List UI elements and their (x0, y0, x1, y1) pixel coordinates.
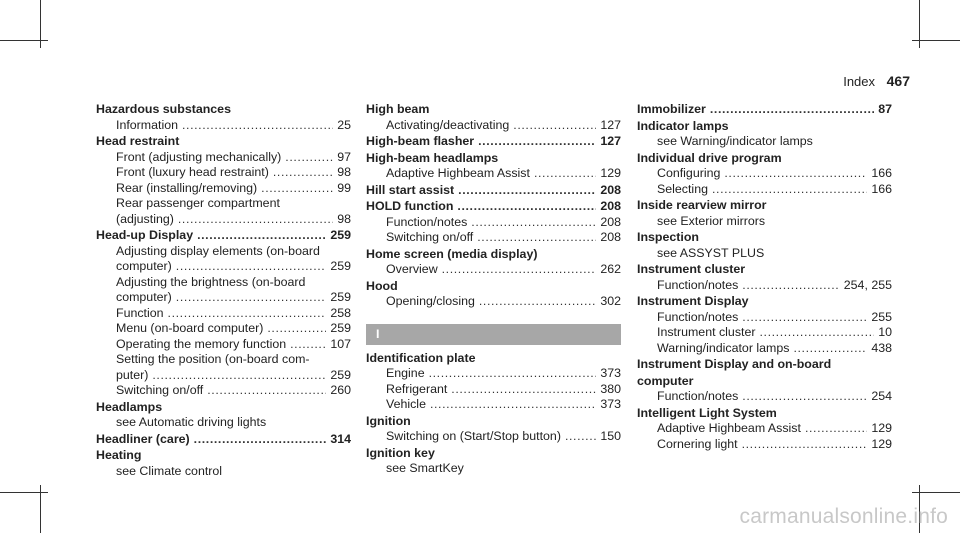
entry-heading[interactable] (366, 247, 621, 263)
entry-subitem-text: see Warning/indicator lamps (657, 134, 813, 148)
entry-heading-text: Head restraint (96, 134, 180, 148)
leader-dots (194, 432, 327, 448)
leader-dots (451, 382, 596, 398)
entry-heading-text: Hood (366, 278, 398, 293)
entry-subitem-page: 380 (600, 381, 621, 396)
entry-subitem[interactable] (96, 244, 351, 260)
entry-heading[interactable] (637, 102, 892, 118)
leader-dots (290, 337, 326, 353)
entry-heading[interactable] (366, 414, 621, 430)
entry-subitem-text: computer) (116, 259, 172, 273)
entry-heading-text: Ignition (366, 413, 411, 428)
index-entry (637, 374, 892, 405)
entry-heading[interactable] (96, 432, 351, 448)
entry-subitem[interactable] (96, 368, 351, 384)
leader-dots (168, 306, 327, 322)
leader-dots (176, 290, 327, 306)
entry-subitem-text: Cornering light (657, 436, 738, 451)
entry-subitem-text: Activating/deactivating (386, 117, 510, 132)
entry-heading-page: 314 (330, 431, 351, 446)
entry-subitem[interactable] (96, 337, 351, 353)
leader-dots (793, 341, 867, 357)
index-entry (637, 262, 892, 293)
entry-subitem-page: 10 (878, 325, 892, 339)
entry-heading[interactable] (366, 151, 621, 167)
entry-subitem-text: Function/notes (657, 309, 739, 324)
index-entry (637, 102, 892, 118)
crop-mark (912, 40, 960, 41)
entry-subitem-text: Opening/closing (386, 294, 475, 308)
index-entry (96, 228, 351, 399)
entry-subitem-text: see Climate control (116, 463, 223, 478)
entry-subitem-text: Adaptive Highbeam Assist (386, 166, 530, 180)
index-entry (96, 134, 351, 227)
index-entry (637, 198, 892, 229)
entry-heading[interactable] (366, 102, 621, 118)
entry-subitem-page: 166 (871, 181, 892, 196)
entry-heading-page: 87 (878, 102, 892, 116)
index-entry (366, 102, 621, 133)
entry-heading[interactable] (637, 357, 892, 373)
entry-heading-text: Hill start assist (366, 182, 455, 197)
entry-heading[interactable] (366, 351, 621, 367)
entry-subitem-page: 259 (330, 259, 351, 273)
entry-heading-page: 127 (600, 134, 621, 148)
index-entry (637, 151, 892, 198)
entry-subitem-page: 166 (871, 166, 892, 180)
index-entry (637, 230, 892, 261)
entry-subitem-text: Adaptive Highbeam Assist (657, 421, 801, 435)
entry-subitem[interactable] (96, 275, 351, 291)
leader-dots (534, 166, 596, 182)
entry-subitem[interactable] (637, 246, 892, 262)
entry-subitem-text: Front (luxury head restraint) (116, 165, 269, 179)
entry-subitem[interactable] (96, 290, 351, 306)
leader-dots (724, 166, 867, 182)
entry-heading-page: 208 (600, 182, 621, 197)
entry-subitem[interactable] (637, 166, 892, 182)
entry-subitem[interactable] (637, 325, 892, 341)
entry-heading-text: Indicator lamps (637, 118, 729, 133)
entry-subitem-text: Rear passenger compartment (116, 196, 280, 210)
index-entry (366, 279, 621, 310)
header-label: Index (843, 74, 876, 89)
entry-subitem-text: Rear (installing/removing) (116, 180, 258, 195)
leader-dots (285, 150, 333, 166)
entry-heading-text: Instrument cluster (637, 262, 746, 276)
entry-heading[interactable] (366, 199, 621, 215)
entry-subitem-page: 254, 255 (843, 277, 892, 292)
entry-subitem-text: Instrument cluster (657, 325, 756, 339)
entry-subitem-page: 258 (330, 305, 351, 320)
entry-heading[interactable] (366, 183, 621, 199)
entry-heading-text: Headlamps (96, 399, 163, 414)
index-entry (366, 247, 621, 278)
crop-mark (0, 40, 48, 41)
entry-subitem[interactable] (96, 118, 351, 134)
entry-heading[interactable] (366, 134, 621, 150)
entry-heading[interactable] (96, 400, 351, 416)
leader-dots (176, 259, 327, 275)
entry-subitem-text: Engine (386, 366, 425, 380)
entry-subitem[interactable] (637, 310, 892, 326)
entry-heading-text: Immobilizer (637, 102, 706, 116)
leader-dots (182, 118, 333, 134)
leader-dots (429, 366, 597, 382)
entry-heading[interactable] (366, 446, 621, 462)
entry-subitem-page: 150 (600, 429, 621, 443)
entry-heading[interactable] (637, 151, 892, 167)
entry-subitem-text: Warning/indicator lamps (657, 340, 790, 355)
entry-subitem[interactable] (366, 262, 621, 278)
entry-heading-text: High beam (366, 102, 430, 116)
entry-subitem[interactable] (96, 150, 351, 166)
leader-dots (478, 134, 596, 150)
index-entry (96, 400, 351, 431)
entry-subitem-page: 98 (337, 165, 351, 179)
entry-heading[interactable] (637, 262, 892, 278)
leader-dots (477, 230, 596, 246)
entry-subitem-text: Adjusting display elements (on-board (116, 243, 320, 258)
entry-subitem-text: Function/notes (657, 389, 739, 403)
entry-subitem-text: Function (116, 305, 164, 320)
entry-subitem[interactable] (96, 321, 351, 337)
entry-subitem-text: see SmartKey (386, 461, 464, 475)
entry-subitem[interactable] (96, 259, 351, 275)
entry-subitem-page: 129 (600, 166, 621, 180)
entry-heading[interactable] (96, 448, 351, 464)
entry-heading-text: Home screen (media display) (366, 246, 538, 261)
entry-subitem[interactable] (637, 341, 892, 357)
entry-subitem-page: 254 (871, 389, 892, 403)
entry-subitem[interactable] (637, 421, 892, 437)
leader-dots (197, 228, 326, 244)
leader-dots (207, 383, 326, 399)
page-header (843, 73, 910, 89)
entry-heading-text: Individual drive program (637, 150, 782, 165)
entry-subitem[interactable] (637, 134, 892, 150)
entry-subitem-page: 25 (337, 117, 351, 132)
entry-heading-text: Inside rearview mirror (637, 198, 767, 212)
entry-subitem-text: see Exterior mirrors (657, 213, 766, 228)
leader-dots (442, 262, 597, 278)
entry-subitem-page: 255 (871, 309, 892, 324)
leader-dots (712, 182, 867, 198)
page-number: 467 (886, 73, 910, 89)
entry-heading[interactable] (637, 119, 892, 135)
entry-subitem-page: 260 (330, 383, 351, 397)
leader-dots (457, 199, 596, 215)
entry-heading[interactable] (96, 228, 351, 244)
entry-subitem[interactable] (96, 415, 351, 431)
entry-subitem-text: Setting the position (on-board com- (116, 352, 310, 366)
entry-heading-text: Heating (96, 448, 142, 462)
leader-dots (479, 294, 596, 310)
entry-heading-text: computer (637, 373, 694, 388)
entry-subitem-page: 259 (330, 367, 351, 382)
entry-subitem-text: Front (adjusting mechanically) (116, 149, 282, 164)
entry-subitem-page: 262 (600, 262, 621, 276)
leader-dots (742, 310, 867, 326)
leader-dots (513, 118, 596, 134)
leader-dots (261, 181, 333, 197)
leader-dots (759, 325, 874, 341)
entry-heading-text: High-beam headlamps (366, 150, 499, 165)
index-entry (637, 357, 892, 373)
leader-dots (742, 437, 868, 453)
entry-heading-page: 259 (330, 228, 351, 242)
entry-subitem-text: Operating the memory function (116, 336, 287, 351)
entry-subitem[interactable] (637, 437, 892, 453)
entry-subitem[interactable] (366, 118, 621, 134)
entry-heading[interactable] (637, 198, 892, 214)
index-entry (366, 414, 621, 445)
index-column-2 (366, 102, 621, 478)
entry-subitem-page: 208 (600, 214, 621, 229)
leader-dots (430, 397, 596, 413)
entry-subitem[interactable] (366, 382, 621, 398)
section-letter-bar: I (366, 324, 621, 345)
index-entry (366, 446, 621, 477)
entry-subitem[interactable] (366, 461, 621, 477)
entry-subitem-page: 302 (600, 294, 621, 308)
entry-subitem-text: Menu (on-board computer) (116, 321, 264, 335)
index-entry (366, 151, 621, 182)
entry-subitem[interactable] (96, 196, 351, 212)
entry-heading-text: Headliner (care) (96, 431, 190, 446)
entry-subitem-text: Adjusting the brightness (on-board (116, 274, 306, 289)
index-column-1 (96, 102, 351, 480)
index-entry (366, 351, 621, 413)
entry-subitem-text: (adjusting) (116, 211, 174, 226)
leader-dots (471, 215, 596, 231)
leader-dots (805, 421, 867, 437)
entry-subitem-text: see ASSYST PLUS (657, 245, 765, 260)
leader-dots (742, 389, 867, 405)
leader-dots (152, 368, 326, 384)
entry-subitem-page: 127 (600, 117, 621, 132)
entry-heading[interactable] (96, 134, 351, 150)
entry-subitem-text: Function/notes (386, 214, 468, 229)
entry-subitem-text: Vehicle (386, 397, 426, 411)
entry-subitem-text: Configuring (657, 166, 721, 180)
entry-subitem-text: Selecting (657, 181, 708, 196)
leader-dots (742, 278, 839, 294)
entry-subitem-page: 438 (871, 340, 892, 355)
entry-subitem[interactable] (96, 464, 351, 480)
index-column-3 (637, 102, 892, 453)
index-entry (366, 183, 621, 199)
entry-heading-text: High-beam flasher (366, 134, 475, 148)
entry-subitem-text: Switching on/off (116, 383, 204, 397)
index-entry (96, 448, 351, 479)
entry-subitem-text: Function/notes (657, 277, 739, 292)
entry-subitem[interactable] (96, 165, 351, 181)
leader-dots (273, 165, 333, 181)
entry-subitem-page: 129 (871, 436, 892, 451)
index-entry (366, 134, 621, 150)
entry-heading[interactable] (637, 230, 892, 246)
entry-subitem[interactable] (366, 429, 621, 445)
entry-subitem-text: Switching on (Start/Stop button) (386, 429, 561, 443)
leader-dots (178, 212, 333, 228)
entry-subitem[interactable] (637, 214, 892, 230)
entry-heading-page: 208 (600, 199, 621, 213)
index-entry (637, 119, 892, 150)
crop-mark (0, 492, 48, 493)
leader-dots (267, 321, 326, 337)
entry-subitem-page: 208 (600, 230, 621, 244)
index-entry (96, 432, 351, 448)
entry-heading-text: Instrument Display and on-board (637, 357, 832, 371)
entry-heading-text: HOLD function (366, 199, 454, 213)
entry-subitem-page: 99 (337, 180, 351, 195)
entry-subitem-text: computer) (116, 290, 172, 304)
entry-subitem-page: 259 (330, 290, 351, 304)
entry-subitem[interactable] (637, 278, 892, 294)
entry-subitem-text: Refrigerant (386, 381, 448, 396)
entry-heading[interactable] (96, 102, 351, 118)
entry-subitem[interactable] (96, 212, 351, 228)
entry-subitem[interactable] (96, 352, 351, 368)
entry-subitem-text: Information (116, 117, 178, 132)
entry-subitem[interactable] (366, 366, 621, 382)
entry-subitem-text: Overview (386, 262, 438, 276)
entry-heading[interactable] (366, 279, 621, 295)
entry-subitem-text: Switching on/off (386, 230, 474, 244)
entry-subitem[interactable] (96, 383, 351, 399)
leader-dots (565, 429, 596, 445)
entry-subitem-text: puter) (116, 367, 149, 382)
entry-subitem-page: 373 (600, 366, 621, 380)
entry-heading-text: Hazardous substances (96, 102, 231, 116)
entry-subitem-text: see Automatic driving lights (116, 415, 267, 429)
leader-dots (458, 183, 596, 199)
index-entry (96, 102, 351, 133)
entry-subitem[interactable] (366, 215, 621, 231)
entry-subitem[interactable] (366, 397, 621, 413)
entry-heading-text: Inspection (637, 230, 699, 244)
entry-subitem-page: 373 (600, 397, 621, 411)
entry-subitem[interactable] (637, 389, 892, 405)
index-entry (637, 294, 892, 356)
entry-heading-text: Instrument Display (637, 294, 749, 308)
entry-subitem[interactable] (366, 230, 621, 246)
entry-subitem-page: 97 (337, 149, 351, 164)
entry-subitem[interactable] (366, 294, 621, 310)
entry-heading[interactable] (637, 374, 892, 390)
entry-heading-text: Ignition key (366, 445, 435, 460)
entry-subitem[interactable] (637, 182, 892, 198)
leader-dots (710, 102, 874, 118)
entry-subitem-page: 98 (337, 211, 351, 226)
entry-subitem-page: 129 (871, 421, 892, 435)
entry-heading[interactable] (637, 406, 892, 422)
crop-mark (912, 492, 960, 493)
entry-subitem[interactable] (96, 181, 351, 197)
entry-subitem-page: 107 (330, 336, 351, 351)
entry-heading[interactable] (637, 294, 892, 310)
entry-heading-text: Head-up Display (96, 228, 194, 242)
entry-heading-text: Intelligent Light System (637, 405, 777, 420)
entry-subitem[interactable] (366, 166, 621, 182)
watermark: carmanualsonline.info (739, 505, 948, 528)
entry-subitem[interactable] (96, 306, 351, 322)
entry-heading-text: Identification plate (366, 350, 476, 365)
entry-subitem-page: 259 (330, 321, 351, 335)
index-entry (637, 406, 892, 453)
index-entry (366, 199, 621, 246)
